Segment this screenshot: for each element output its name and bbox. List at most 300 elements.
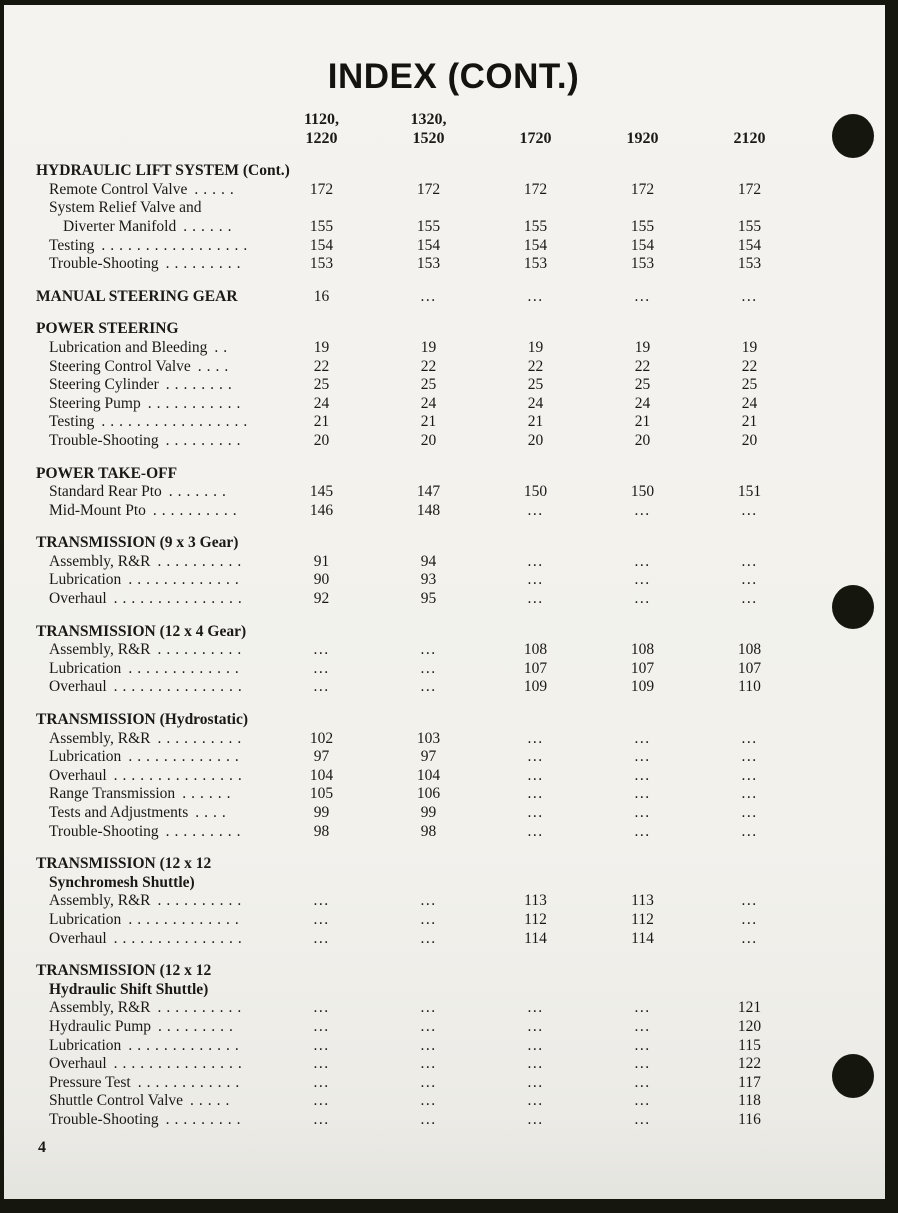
page-value-cell: ... — [634, 552, 651, 570]
page-value-cell: 113 — [631, 892, 654, 910]
page-value-cell: 114 — [631, 929, 654, 947]
index-section-5 — [36, 534, 885, 608]
page-value-cell: 22 — [313, 357, 330, 375]
index-row — [36, 641, 885, 660]
page-value-cell: 24 — [741, 394, 758, 412]
index-row — [36, 502, 885, 521]
page-value-cell: 16 — [313, 287, 330, 305]
row-label: Standard Rear Pto — [49, 483, 162, 501]
index-row — [36, 590, 885, 609]
page-value-cell: ... — [634, 1092, 651, 1110]
index-row — [36, 465, 885, 484]
page-value-cell: 154 — [630, 236, 655, 254]
index-row — [36, 199, 885, 218]
row-label: Trouble-Shooting — [49, 431, 159, 449]
row-label: Shuttle Control Valve — [49, 1092, 184, 1110]
page-value-cell: ... — [634, 1110, 651, 1128]
page-value-cell: 98 — [420, 822, 437, 840]
page-value-cell: ... — [634, 1073, 651, 1091]
row-label: Overhaul — [49, 766, 107, 784]
index-section-8 — [36, 855, 885, 948]
scan-page — [4, 5, 885, 1199]
page-value-cell: 91 — [313, 552, 330, 570]
page-value-cell: 20 — [313, 431, 330, 449]
index-row — [36, 767, 885, 786]
page-value-cell: ... — [527, 590, 544, 608]
index-row — [36, 892, 885, 911]
leader-dots: ...... — [183, 217, 237, 235]
row-label: TRANSMISSION (Hydrostatic) — [36, 711, 248, 729]
page-value-cell: ... — [313, 641, 330, 659]
page-value-cell: 147 — [416, 483, 441, 501]
row-label: Hydraulic Shift Shuttle) — [49, 980, 209, 998]
page-value-cell: ... — [634, 804, 651, 821]
page-value-cell: 21 — [741, 413, 758, 431]
page-value-cell: 20 — [420, 431, 437, 449]
page-value-cell: 153 — [416, 255, 441, 273]
page-value-cell: ... — [527, 785, 544, 803]
page-value-cell: 151 — [737, 483, 762, 501]
index-row — [36, 804, 885, 823]
page-value-cell: ... — [527, 1073, 544, 1091]
leader-dots: ....... — [168, 483, 231, 501]
page-value-cell: 146 — [309, 501, 334, 519]
page-value-cell: ... — [313, 678, 330, 696]
page-value-cell: ... — [527, 804, 544, 821]
row-label: Overhaul — [49, 929, 107, 947]
page-value-cell: ... — [313, 1073, 330, 1091]
column-header: 2120 — [733, 129, 766, 147]
leader-dots: ............ — [137, 1073, 245, 1091]
row-label: Lubrication — [49, 748, 122, 766]
punch-hole-icon — [832, 114, 874, 158]
page-value-cell: 113 — [524, 892, 547, 910]
page-value-cell: ... — [741, 571, 758, 589]
page-value-cell: 106 — [416, 785, 441, 803]
page-value-cell: 21 — [634, 413, 651, 431]
page-value-cell: ... — [527, 999, 544, 1017]
leader-dots: ........ — [165, 376, 237, 394]
page-value-cell: 116 — [738, 1110, 761, 1128]
page-value-cell: 92 — [313, 590, 330, 608]
row-label: Lubrication and Bleeding — [49, 338, 208, 356]
page-value-cell: ... — [741, 552, 758, 570]
page-value-cell: 172 — [309, 180, 334, 198]
page-value-cell: ... — [420, 892, 437, 910]
row-label: POWER TAKE-OFF — [36, 464, 178, 482]
row-label: TRANSMISSION (12 x 12 — [36, 855, 212, 873]
leader-dots: ............. — [128, 571, 244, 589]
page-value-cell: 120 — [737, 1017, 762, 1035]
leader-dots: ............... — [113, 929, 247, 947]
page-value-cell: ... — [313, 1092, 330, 1110]
page-value-cell: 93 — [420, 571, 437, 589]
page-value-cell: ... — [313, 1110, 330, 1128]
page-value-cell: ... — [634, 748, 651, 766]
index-row — [36, 981, 885, 1000]
row-label: Pressure Test — [49, 1073, 131, 1091]
page-value-cell: ... — [420, 1036, 437, 1054]
index-row — [36, 823, 885, 842]
page-value-cell: 95 — [420, 590, 437, 608]
index-row — [36, 553, 885, 572]
page-value-cell: 109 — [523, 678, 548, 696]
page-value-cell: 19 — [527, 338, 544, 356]
punch-hole-icon — [832, 1054, 874, 1098]
row-label: Overhaul — [49, 590, 107, 608]
index-row — [36, 1018, 885, 1037]
leader-dots: ......... — [158, 1017, 238, 1035]
page-value-cell: 155 — [737, 217, 762, 235]
leader-dots: .......... — [157, 729, 247, 747]
column-header: 1220 — [305, 129, 338, 147]
page-value-cell: ... — [527, 822, 544, 840]
page-value-cell: ... — [527, 501, 544, 519]
page-value-cell: 108 — [523, 641, 548, 659]
leader-dots: ......... — [165, 1110, 246, 1128]
leader-dots: ................. — [101, 236, 253, 254]
page-value-cell: 99 — [313, 804, 330, 821]
page-value-cell: ... — [527, 1055, 544, 1073]
page-value-cell: ... — [313, 910, 330, 928]
page-value-cell: ... — [634, 766, 651, 784]
page-value-cell: 98 — [313, 822, 330, 840]
page-value-cell: 155 — [523, 217, 548, 235]
index-section-7 — [36, 711, 885, 841]
leader-dots: .... — [195, 804, 231, 821]
page-value-cell: 24 — [420, 394, 437, 412]
page-value-cell: 22 — [741, 357, 758, 375]
page-value-cell: 107 — [630, 659, 655, 677]
index-row — [36, 395, 885, 414]
page-value-cell: 103 — [416, 729, 441, 747]
row-label: Steering Cylinder — [49, 376, 159, 394]
leader-dots: .......... — [157, 552, 247, 570]
page-value-cell: 20 — [741, 431, 758, 449]
page-value-cell: ... — [313, 1017, 330, 1035]
page-value-cell: ... — [634, 287, 651, 305]
page-value-cell: 172 — [523, 180, 548, 198]
page-value-cell: 107 — [523, 659, 548, 677]
leader-dots: ............. — [128, 1036, 244, 1054]
row-label: Range Transmission — [49, 785, 176, 803]
page-value-cell: ... — [741, 501, 758, 519]
page-value-cell: 97 — [420, 748, 437, 766]
page-value-cell: 112 — [524, 910, 547, 928]
page-value-cell: ... — [527, 1092, 544, 1110]
page-value-cell: ... — [634, 1017, 651, 1035]
page-value-cell: 153 — [737, 255, 762, 273]
page-value-cell: 118 — [738, 1092, 761, 1110]
row-label: System Relief Valve and — [49, 199, 202, 217]
index-section-2 — [36, 288, 885, 307]
column-headers-line2 — [36, 130, 885, 149]
page-value-cell: 104 — [309, 766, 334, 784]
leader-dots: ............. — [128, 910, 244, 928]
page-value-cell: 154 — [416, 236, 441, 254]
leader-dots: ............. — [128, 659, 244, 677]
leader-dots: .... — [197, 357, 234, 375]
page-value-cell: ... — [420, 1017, 437, 1035]
page-value-cell: ... — [527, 571, 544, 589]
page-value-cell: 121 — [737, 999, 762, 1017]
page-value-cell: ... — [420, 929, 437, 947]
row-label: Hydraulic Pump — [49, 1017, 152, 1035]
page-value-cell: 99 — [420, 804, 437, 821]
index-row — [36, 1092, 885, 1111]
index-row — [36, 962, 885, 981]
page-value-cell: ... — [420, 1110, 437, 1128]
page-value-cell: ... — [634, 590, 651, 608]
row-label: Trouble-Shooting — [49, 1110, 159, 1128]
row-label: Lubrication — [49, 1036, 122, 1054]
column-header: 1520 — [412, 129, 445, 147]
page-value-cell: 112 — [631, 910, 654, 928]
page-value-cell: ... — [741, 729, 758, 747]
leader-dots: ............. — [128, 748, 244, 766]
row-label: Assembly, R&R — [49, 552, 151, 570]
leader-dots: ...... — [182, 785, 236, 803]
page-value-cell: ... — [420, 1092, 437, 1110]
index-section-1 — [36, 162, 885, 274]
page-value-cell: 22 — [527, 357, 544, 375]
page-value-cell: ... — [741, 804, 758, 821]
page-value-cell: ... — [313, 929, 330, 947]
leader-dots: ............... — [113, 1055, 247, 1073]
page-value-cell: ... — [420, 641, 437, 659]
page-value-cell: ... — [527, 1110, 544, 1128]
page-value-cell: 25 — [634, 376, 651, 394]
page-value-cell: ... — [313, 1055, 330, 1073]
page-value-cell: ... — [420, 659, 437, 677]
page-value-cell: ... — [313, 892, 330, 910]
index-row — [36, 911, 885, 930]
page-value-cell: ... — [634, 571, 651, 589]
index-row — [36, 339, 885, 358]
leader-dots: ......... — [165, 431, 246, 449]
page-value-cell: 25 — [313, 376, 330, 394]
page-value-cell: ... — [420, 1055, 437, 1073]
row-label: Assembly, R&R — [49, 892, 151, 910]
page-value-cell: ... — [741, 929, 758, 947]
page-value-cell: ... — [313, 999, 330, 1017]
page-value-cell: 21 — [313, 413, 330, 431]
page-value-cell: ... — [527, 748, 544, 766]
page-value-cell: 22 — [634, 357, 651, 375]
page-value-cell: 145 — [309, 483, 334, 501]
page-value-cell: ... — [634, 1036, 651, 1054]
column-header: 1120, — [303, 111, 340, 128]
leader-dots: .......... — [157, 999, 247, 1017]
index-row — [36, 288, 885, 307]
index-row — [36, 930, 885, 949]
page-value-cell: 153 — [309, 255, 334, 273]
page-value-cell: 155 — [630, 217, 655, 235]
column-header: 1720 — [519, 129, 552, 147]
row-label: Overhaul — [49, 1055, 107, 1073]
page-value-cell: ... — [527, 287, 544, 305]
page-value-cell: 19 — [420, 338, 437, 356]
index-row — [36, 730, 885, 749]
page-value-cell: 104 — [416, 766, 441, 784]
page-value-cell: 24 — [313, 394, 330, 412]
index-row — [36, 660, 885, 679]
index-section-6 — [36, 623, 885, 697]
index-row — [36, 1055, 885, 1074]
index-section-9 — [36, 962, 885, 1129]
index-row — [36, 1037, 885, 1056]
leader-dots: ........... — [147, 394, 246, 412]
page-value-cell: ... — [741, 287, 758, 305]
page-value-cell: 25 — [527, 376, 544, 394]
page-value-cell: ... — [527, 1017, 544, 1035]
row-label: TRANSMISSION (12 x 4 Gear) — [36, 622, 247, 640]
index-row — [36, 413, 885, 432]
page-value-cell: ... — [420, 678, 437, 696]
page-value-cell: ... — [313, 1036, 330, 1054]
page-value-cell: 90 — [313, 571, 330, 589]
page-value-cell: 155 — [416, 217, 441, 235]
index-row — [36, 1074, 885, 1093]
page-value-cell: 24 — [527, 394, 544, 412]
page-value-cell: ... — [741, 892, 758, 910]
page-value-cell: ... — [634, 822, 651, 840]
page-value-cell: 172 — [630, 180, 655, 198]
page-value-cell: ... — [741, 785, 758, 803]
row-label: Diverter Manifold — [63, 217, 177, 235]
leader-dots: .......... — [157, 641, 247, 659]
page-value-cell: 22 — [420, 357, 437, 375]
page-value-cell: 117 — [738, 1073, 761, 1091]
page-value-cell: ... — [420, 1073, 437, 1091]
column-headers-line1 — [36, 111, 885, 130]
index-row — [36, 320, 885, 339]
row-label: Synchromesh Shuttle) — [49, 873, 195, 891]
index-row — [36, 534, 885, 553]
index-row — [36, 874, 885, 893]
page-value-cell: 150 — [523, 483, 548, 501]
page-value-cell: 97 — [313, 748, 330, 766]
row-label: Lubrication — [49, 571, 122, 589]
page-value-cell: 154 — [309, 236, 334, 254]
index-row — [36, 483, 885, 502]
index-row — [36, 218, 885, 237]
leader-dots: ............... — [113, 590, 247, 608]
row-label: Testing — [49, 236, 95, 254]
index-row — [36, 358, 885, 377]
page-value-cell: 114 — [524, 929, 547, 947]
row-label: Assembly, R&R — [49, 729, 151, 747]
row-label: TRANSMISSION (9 x 3 Gear) — [36, 534, 239, 552]
index-row — [36, 678, 885, 697]
leader-dots: ..... — [194, 180, 239, 198]
row-label: Tests and Adjustments — [49, 804, 189, 821]
page-value-cell: ... — [527, 552, 544, 570]
index-table — [4, 111, 885, 1130]
row-label: HYDRAULIC LIFT SYSTEM (Cont.) — [36, 162, 290, 180]
page-value-cell: 20 — [527, 431, 544, 449]
row-label: Overhaul — [49, 678, 107, 696]
page-value-cell: 172 — [416, 180, 441, 198]
index-section-3 — [36, 320, 885, 450]
page-value-cell: ... — [741, 748, 758, 766]
page-value-cell: 153 — [630, 255, 655, 273]
page-value-cell: ... — [741, 766, 758, 784]
page-value-cell: 110 — [738, 678, 761, 696]
index-row — [36, 785, 885, 804]
row-label: Lubrication — [49, 659, 122, 677]
row-label: Assembly, R&R — [49, 999, 151, 1017]
page-value-cell: ... — [420, 910, 437, 928]
page-value-cell: 24 — [634, 394, 651, 412]
page-number: 4 — [38, 1139, 46, 1156]
page-value-cell: 19 — [313, 338, 330, 356]
index-row — [36, 711, 885, 730]
page-value-cell: 107 — [737, 659, 762, 677]
leader-dots: ............... — [113, 678, 247, 696]
index-row — [36, 237, 885, 256]
page-value-cell: 108 — [737, 641, 762, 659]
row-label: TRANSMISSION (12 x 12 — [36, 962, 212, 980]
page-value-cell: ... — [420, 999, 437, 1017]
page-value-cell: 172 — [737, 180, 762, 198]
row-label: Lubrication — [49, 910, 122, 928]
page-value-cell: ... — [634, 501, 651, 519]
page-value-cell: 25 — [420, 376, 437, 394]
index-row — [36, 162, 885, 181]
leader-dots: .. — [214, 338, 233, 356]
page-value-cell: 21 — [420, 413, 437, 431]
page-value-cell: ... — [634, 785, 651, 803]
page-value-cell: ... — [741, 590, 758, 608]
page-value-cell: 154 — [737, 236, 762, 254]
leader-dots: .......... — [157, 892, 247, 910]
page-value-cell: 25 — [741, 376, 758, 394]
row-label: Assembly, R&R — [49, 641, 151, 659]
page-value-cell: 153 — [523, 255, 548, 273]
row-label: POWER STEERING — [36, 320, 179, 338]
page-value-cell: 154 — [523, 236, 548, 254]
column-header: 1320, — [410, 111, 447, 128]
row-label: Steering Pump — [49, 394, 141, 412]
leader-dots: ................. — [101, 413, 253, 431]
index-row — [36, 376, 885, 395]
index-row — [36, 1111, 885, 1130]
index-section-4 — [36, 465, 885, 521]
page-value-cell: 20 — [634, 431, 651, 449]
page-value-cell: ... — [527, 729, 544, 747]
index-row — [36, 255, 885, 274]
column-header: 1920 — [626, 129, 659, 147]
page-value-cell: 105 — [309, 785, 334, 803]
page-title: INDEX (CONT.) — [327, 57, 580, 96]
leader-dots: ..... — [190, 1092, 235, 1110]
page-value-cell: 102 — [309, 729, 334, 747]
index-row — [36, 623, 885, 642]
leader-dots: ............... — [113, 766, 247, 784]
page-value-cell: 150 — [630, 483, 655, 501]
page-value-cell: ... — [741, 822, 758, 840]
punch-hole-icon — [832, 585, 874, 629]
page-value-cell: ... — [634, 1055, 651, 1073]
index-row — [36, 999, 885, 1018]
leader-dots: ......... — [165, 255, 246, 273]
page-value-cell: 94 — [420, 552, 437, 570]
row-label: Mid-Mount Pto — [49, 501, 146, 519]
page-value-cell: 148 — [416, 501, 441, 519]
leader-dots: .......... — [152, 501, 242, 519]
page-value-cell: ... — [634, 729, 651, 747]
